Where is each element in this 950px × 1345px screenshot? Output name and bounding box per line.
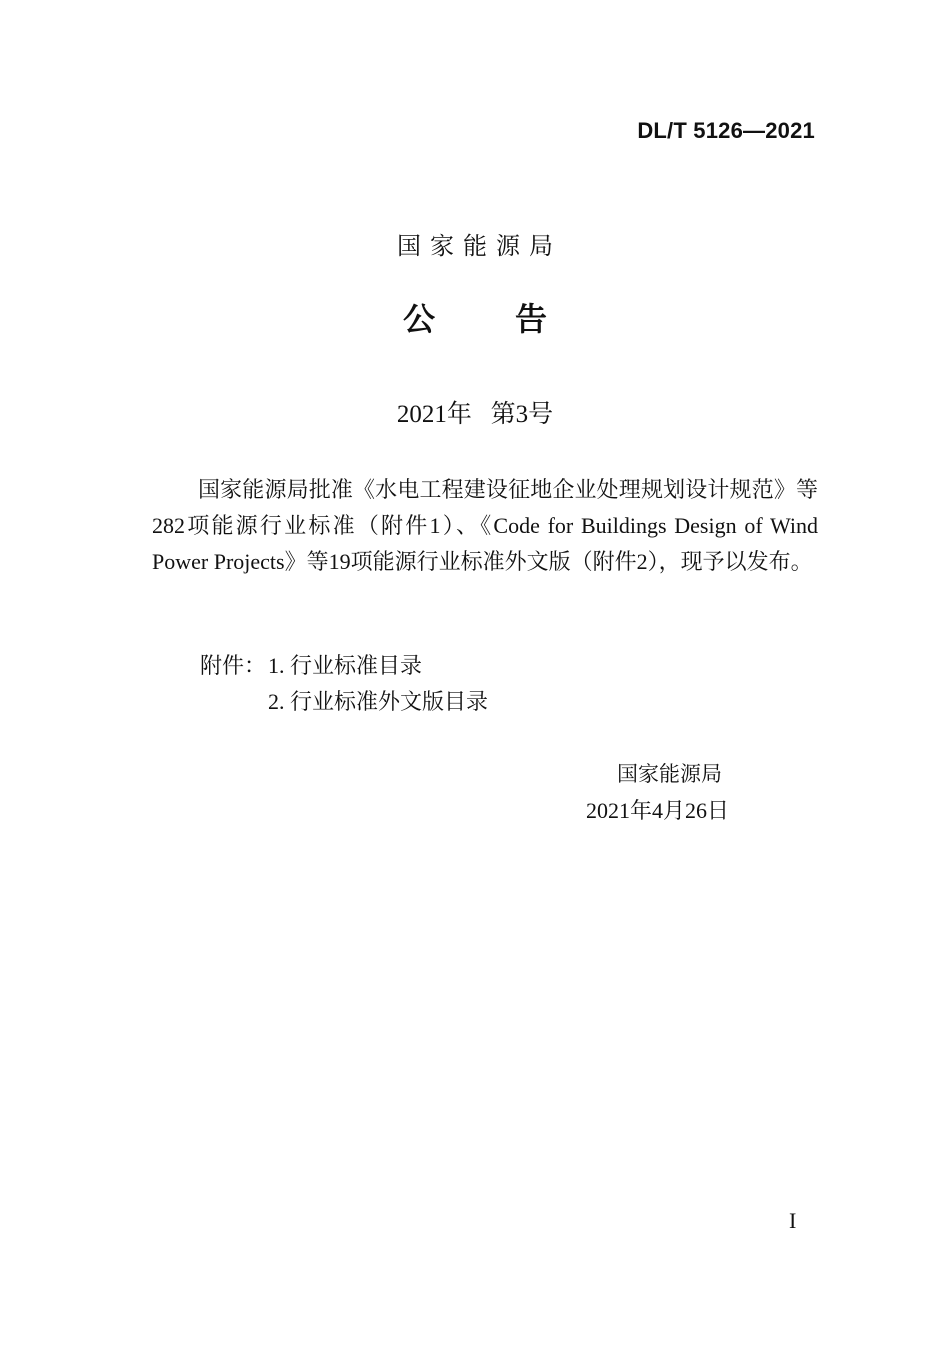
- attachment-label: 附件：: [200, 653, 267, 678]
- attachment-item: 1. 行业标准目录: [268, 653, 423, 678]
- signature: 国家能源局: [617, 762, 722, 786]
- notice-body: 国家能源局批准《水电工程建设征地企业处理规划设计规范》等282项能源行业标准（附件1）、《Code for Buildings Design of Wind Power Projects》等19项能源行业标准外文版（附件2），现予以发布。: [152, 477, 818, 574]
- attachment-list: [200, 648, 488, 720]
- attachment-item: 2. 行业标准外文版目录: [268, 689, 489, 714]
- page-number: I: [789, 1208, 797, 1233]
- notice-number: [0, 394, 950, 430]
- attachment-row: [200, 648, 488, 684]
- attachment-row: [200, 684, 488, 720]
- notice-issue: 第3号: [490, 401, 554, 428]
- issuer-heading: 国家能源局: [397, 232, 562, 260]
- notice-year: 2021年: [396, 401, 472, 428]
- notice-title: 公告: [402, 300, 627, 338]
- signature-date: 2021年4月26日: [586, 798, 730, 823]
- standard-code: DL/T 5126—2021: [637, 118, 815, 143]
